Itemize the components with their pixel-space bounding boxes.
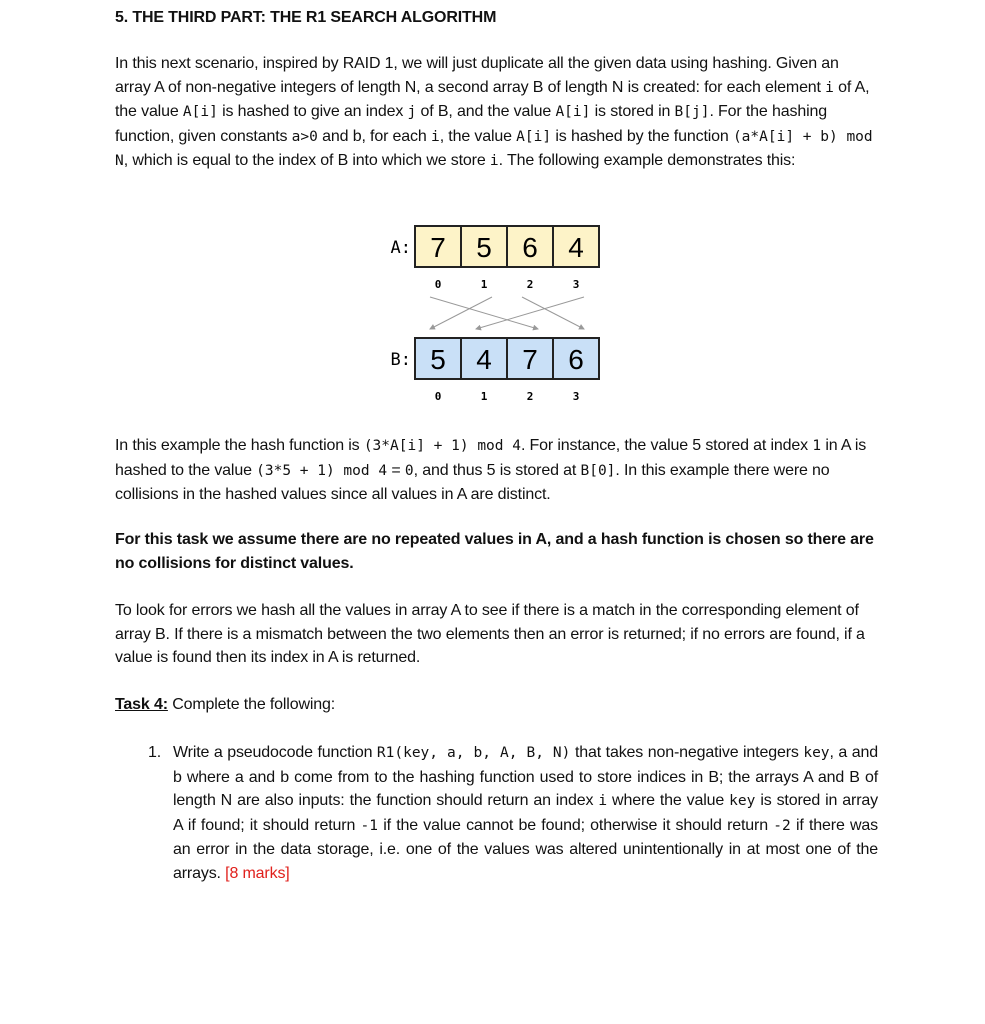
example-paragraph (115, 434, 875, 507)
array-b-label: B: (390, 350, 411, 370)
array-b-value: 4 (476, 344, 492, 375)
inline-code: (a*A[i] + b) mod N (115, 128, 873, 169)
text-segment: In this next scenario, inspired by RAID 1, we will just duplicate all the given data using hashing. Given an array A of non-negative integers of length N, a second array B of length N is created: for each element (115, 55, 839, 96)
inline-code: a>0 (291, 128, 318, 145)
text-segment: , a and b where a and b come from to the hashing function used to store indices in B; the arrays A and B of length N are also inputs: the function should return an index (173, 744, 879, 809)
text-segment: For this task we assume there are no repeated values in A, and a hash function is chosen so there are no collisions for distinct values. (115, 531, 874, 572)
marks-label: [8 marks] (225, 864, 290, 882)
array-a-index: 1 (480, 278, 488, 291)
array-b-index: 2 (526, 390, 534, 403)
text-segment: , and thus 5 is stored at (413, 461, 581, 479)
inline-code: i (489, 153, 499, 169)
array-b-index: 1 (480, 390, 488, 403)
list-item (148, 741, 878, 885)
array-b-value: 7 (522, 344, 538, 375)
text-segment: and b, for each (317, 127, 431, 145)
text-segment: in A is hashed to the value (115, 437, 867, 479)
text-segment: if there was an error in the data storage, i.e. one of the values was altered unintentionally in at most one of the arrays. (173, 816, 879, 882)
inline-code: -1 (360, 817, 378, 834)
text-segment: where the value (607, 792, 730, 809)
list-number: 1. (148, 744, 162, 761)
text-segment: Write a pseudocode function (173, 744, 377, 761)
text-segment: . For the hashing function, given constants (115, 103, 827, 145)
inline-code: (3*A[i] + 1) mod 4 (363, 438, 521, 454)
inline-code: R1(key, a, b, A, B, N) (376, 745, 571, 761)
array-a-label: A: (390, 238, 411, 258)
text-segment: is stored in array A if found; it should return (173, 792, 878, 834)
text-segment: is stored in (590, 103, 675, 120)
text-segment: is hashed by the function (551, 127, 733, 145)
list-item-text (173, 741, 878, 885)
hash-arrow (476, 297, 584, 329)
array-a-index: 3 (572, 278, 580, 291)
inline-code: A[i] (182, 104, 218, 120)
inline-code: B[0] (580, 462, 616, 479)
inline-code: -2 (773, 817, 791, 834)
task-label: Task 4: (115, 696, 168, 713)
array-a-index: 0 (434, 278, 442, 291)
task-heading (115, 693, 875, 717)
inline-code: j (407, 104, 417, 120)
text-segment: . For instance, the value 5 stored at index (520, 437, 813, 454)
array-a-value: 6 (522, 232, 538, 263)
text-segment: Complete the following: (167, 696, 336, 713)
array-a-value: 4 (568, 232, 584, 263)
inline-code: key (803, 745, 830, 761)
array-a-value: 7 (430, 232, 446, 263)
text-segment: that takes non-negative integers (570, 744, 804, 761)
inline-code: i (825, 79, 834, 96)
inline-code: (3*5 + 1) mod 4 (256, 462, 388, 479)
text-segment: if the value cannot be found; otherwise it should return (377, 816, 774, 834)
inline-code: A[i] (555, 104, 591, 120)
text-segment: , the value (439, 127, 517, 145)
inline-code: 0 (404, 462, 414, 479)
text-segment: . In this example there were no collisions in the hashed values since all values in A are distinct. (115, 461, 830, 503)
text-segment: . The following example demonstrates this: (498, 152, 796, 169)
text-segment: of A, the value (115, 78, 870, 120)
section-title: 5. THE THIRD PART: THE R1 SEARCH ALGORITHM (115, 9, 497, 26)
intro-paragraph (115, 52, 875, 174)
text-segment: , which is equal to the index of B into which we store (123, 152, 490, 169)
text-segment: of B, and the value (416, 103, 556, 120)
array-b-index: 3 (572, 390, 580, 403)
assumption-paragraph (115, 528, 875, 575)
inline-code: i (430, 128, 440, 145)
array-a-index: 2 (526, 278, 534, 291)
inline-code: B[j] (674, 104, 710, 120)
array-b-index: 0 (434, 390, 442, 403)
inline-code: key (729, 793, 756, 809)
text-segment: is hashed to give an index (217, 103, 408, 120)
text-segment: To look for errors we hash all the values in array A to see if there is a match in the corresponding element of array B. If there is a mismatch between the two elements then an error is returned; if no errors are found, if a value is found then its index in A is returned. (115, 602, 865, 666)
text-segment: In this example the hash function is (115, 437, 364, 454)
error-check-paragraph (115, 599, 875, 670)
array-b-value: 5 (430, 344, 446, 375)
hash-diagram (370, 215, 620, 405)
array-b-value: 6 (568, 344, 584, 375)
text-segment: = (387, 461, 405, 479)
inline-code: i (598, 793, 608, 809)
inline-code: A[i] (516, 128, 552, 145)
inline-code: 1 (812, 438, 822, 454)
array-a-value: 5 (476, 232, 492, 263)
hash-arrow (430, 297, 538, 329)
